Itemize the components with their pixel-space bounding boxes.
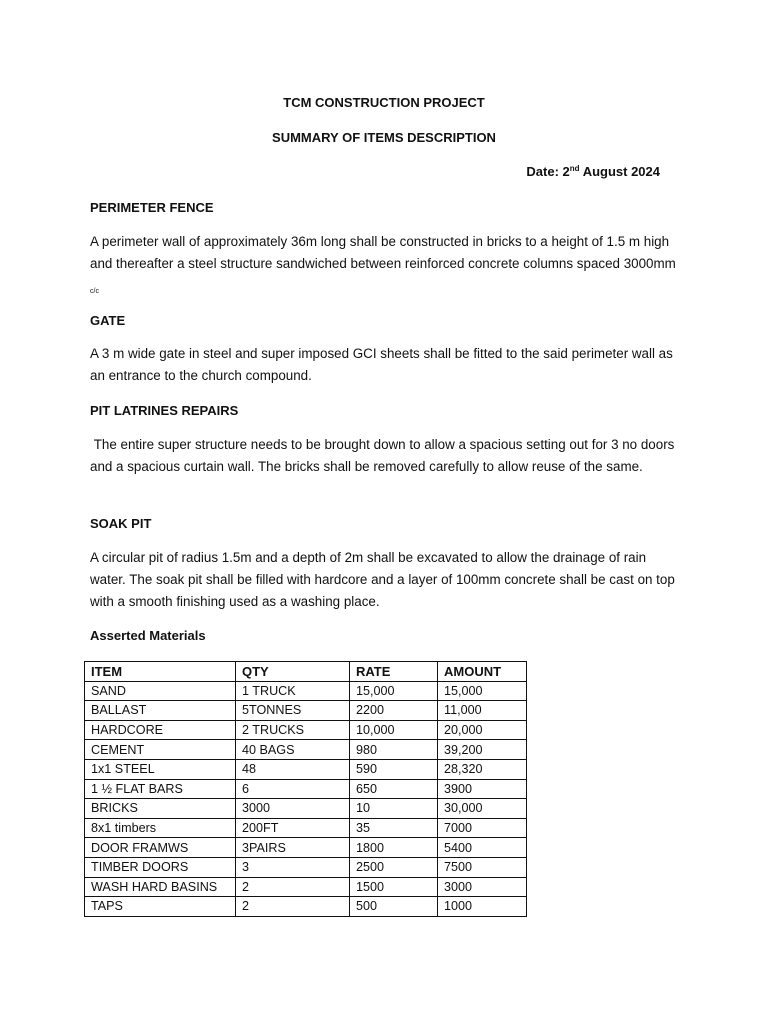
cell-rate: 15,000 — [350, 681, 438, 701]
date-prefix: Date: 2 — [526, 164, 570, 179]
cell-item: BRICKS — [85, 799, 236, 819]
document-subtitle: SUMMARY OF ITEMS DESCRIPTION — [272, 130, 496, 145]
cell-rate: 650 — [350, 779, 438, 799]
cell-amount: 7000 — [438, 818, 527, 838]
gate-text: A 3 m wide gate in steel and super imposed GCI sheets shall be fitted to the said perimeter wall as an entrance to the church compound. — [90, 346, 673, 383]
cell-amount: 28,320 — [438, 759, 527, 779]
cell-item: 1 ½ FLAT BARS — [85, 779, 236, 799]
table-row — [85, 818, 527, 838]
perimeter-fence-subscript: c/c — [90, 288, 99, 295]
cell-amount: 39,200 — [438, 740, 527, 760]
cell-rate: 10 — [350, 799, 438, 819]
table-row — [85, 857, 527, 877]
section-heading-pit-latrines: PIT LATRINES REPAIRS — [90, 403, 239, 418]
cell-item: HARDCORE — [85, 720, 236, 740]
cell-amount: 5400 — [438, 838, 527, 858]
cell-rate: 1500 — [350, 877, 438, 897]
cell-rate: 35 — [350, 818, 438, 838]
cell-amount: 15,000 — [438, 681, 527, 701]
perimeter-fence-text — [90, 231, 680, 303]
cell-rate: 2500 — [350, 857, 438, 877]
cell-rate: 10,000 — [350, 720, 438, 740]
cell-rate: 500 — [350, 897, 438, 917]
cell-qty: 2 — [236, 877, 350, 897]
table-row — [85, 720, 527, 740]
header-amount: AMOUNT — [438, 662, 527, 682]
cell-amount: 20,000 — [438, 720, 527, 740]
cell-item: SAND — [85, 681, 236, 701]
soak-pit-text: A circular pit of radius 1.5m and a depth of 2m shall be excavated to allow the drainage of rain water. The soak pit shall be filled with hardcore and a layer of 100mm concrete shall be cast on top with a smooth finishing used as a washing place. — [90, 550, 675, 609]
cell-qty: 3000 — [236, 799, 350, 819]
cell-item: CEMENT — [85, 740, 236, 760]
cell-amount: 3900 — [438, 779, 527, 799]
cell-item: BALLAST — [85, 701, 236, 721]
table-row — [85, 799, 527, 819]
table-header-row — [85, 662, 527, 682]
header-qty: QTY — [236, 662, 350, 682]
table-row — [85, 701, 527, 721]
table-row — [85, 740, 527, 760]
cell-qty: 5TONNES — [236, 701, 350, 721]
cell-rate: 590 — [350, 759, 438, 779]
cell-amount: 11,000 — [438, 701, 527, 721]
table-row — [85, 838, 527, 858]
cell-item: TIMBER DOORS — [85, 857, 236, 877]
document-title: TCM CONSTRUCTION PROJECT — [283, 95, 485, 110]
header-item: ITEM — [85, 662, 236, 682]
cell-amount: 30,000 — [438, 799, 527, 819]
section-heading-perimeter-fence: PERIMETER FENCE — [90, 200, 214, 215]
materials-table — [84, 661, 527, 917]
table-row — [85, 779, 527, 799]
section-heading-soak-pit: SOAK PIT — [90, 516, 152, 531]
cell-amount: 3000 — [438, 877, 527, 897]
cell-qty: 40 BAGS — [236, 740, 350, 760]
date-suffix: August 2024 — [579, 164, 660, 179]
cell-qty: 2 — [236, 897, 350, 917]
table-row — [85, 897, 527, 917]
cell-qty: 48 — [236, 759, 350, 779]
document-date — [526, 164, 660, 179]
table-row — [85, 681, 527, 701]
cell-qty: 1 TRUCK — [236, 681, 350, 701]
cell-item: DOOR FRAMWS — [85, 838, 236, 858]
cell-rate: 2200 — [350, 701, 438, 721]
section-heading-gate: GATE — [90, 313, 126, 328]
cell-qty: 200FT — [236, 818, 350, 838]
cell-item: 1x1 STEEL — [85, 759, 236, 779]
pit-latrines-text: The entire super structure needs to be brought down to allow a spacious setting out for 3 no doors and a spacious curtain wall. The bricks shall be removed carefully to allow reuse of the same. — [90, 437, 679, 474]
table-row — [85, 759, 527, 779]
section-heading-materials: Asserted Materials — [90, 628, 206, 643]
cell-item: WASH HARD BASINS — [85, 877, 236, 897]
cell-qty: 2 TRUCKS — [236, 720, 350, 740]
cell-item: 8x1 timbers — [85, 818, 236, 838]
date-ordinal: nd — [569, 164, 580, 173]
cell-rate: 1800 — [350, 838, 438, 858]
cell-qty: 6 — [236, 779, 350, 799]
perimeter-fence-body: A perimeter wall of approximately 36m long shall be constructed in bricks to a height of 1.5 m high and thereafter a steel structure sandwiched between reinforced concrete columns spaced 3000mm — [90, 234, 676, 271]
cell-amount: 1000 — [438, 897, 527, 917]
header-rate: RATE — [350, 662, 438, 682]
cell-qty: 3PAIRS — [236, 838, 350, 858]
cell-rate: 980 — [350, 740, 438, 760]
cell-amount: 7500 — [438, 857, 527, 877]
cell-item: TAPS — [85, 897, 236, 917]
table-row — [85, 877, 527, 897]
cell-qty: 3 — [236, 857, 350, 877]
